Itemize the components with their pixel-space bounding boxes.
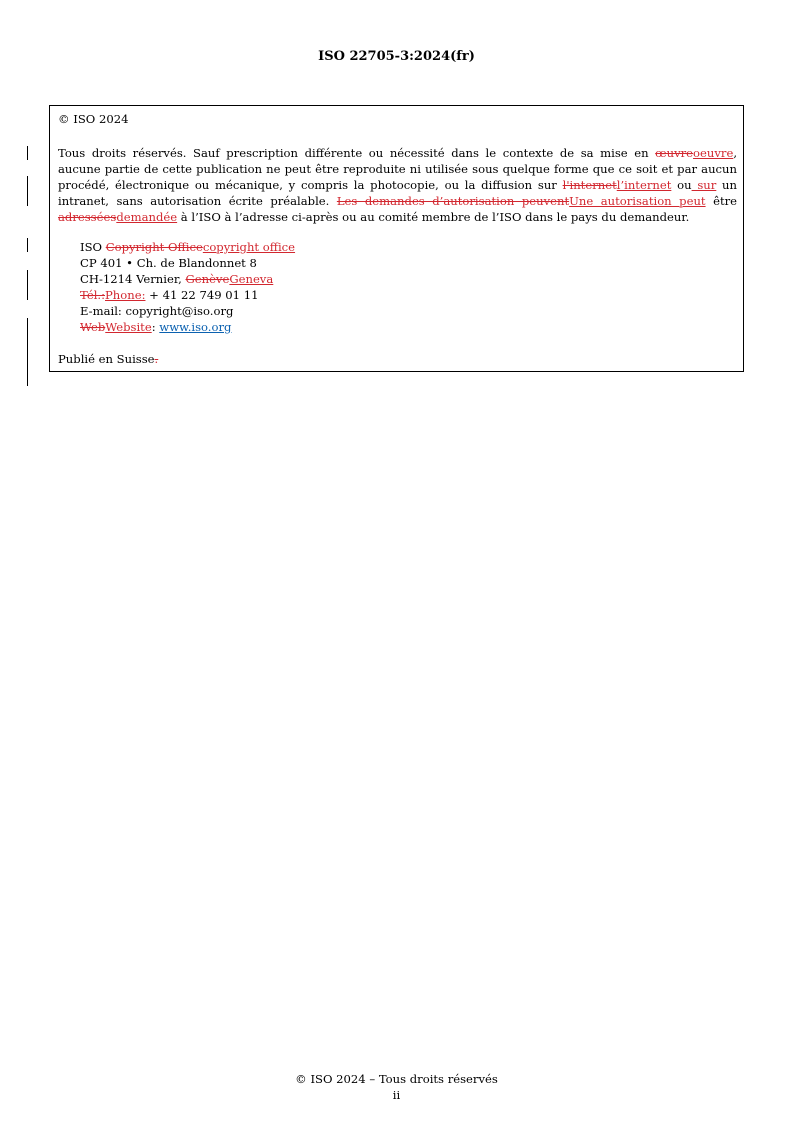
- rights-text: Tous droits réservés. Sauf prescription différente ou nécessité dans le contexte de sa mise en: [58, 146, 656, 160]
- deleted-text: Tél.:: [80, 288, 105, 302]
- copyright-line: © ISO 2024: [58, 112, 129, 126]
- inserted-text: copyright office: [202, 240, 296, 254]
- inserted-text: Phone:: [105, 288, 146, 302]
- inserted-text: Une autorisation peut: [569, 194, 706, 208]
- inserted-text: demandée: [116, 210, 178, 224]
- deleted-text: Copyright Office: [105, 240, 203, 254]
- phone-number: + 41 22 749 01 11: [145, 288, 259, 302]
- deleted-text: adressées: [58, 210, 117, 224]
- deleted-text: œuvre: [655, 146, 694, 160]
- copyright-box: [49, 105, 744, 372]
- change-bar: [27, 146, 28, 160]
- change-bar: [27, 318, 28, 386]
- inserted-text: l’internet: [616, 178, 672, 192]
- address-phone-line: [80, 288, 258, 304]
- city-prefix: CH-1214 Vernier,: [80, 272, 186, 286]
- document-header: ISO 22705-3:2024(fr): [318, 49, 475, 64]
- published-text: Publié en Suisse: [58, 352, 155, 366]
- deleted-text: .: [154, 352, 159, 366]
- rights-text: un intranet, sans autorisation écrite préalable.: [58, 178, 737, 208]
- address-street-line: CP 401 • Ch. de Blandonnet 8: [80, 256, 257, 270]
- address-org-line: [80, 240, 295, 256]
- address-web-line: [80, 320, 231, 336]
- inserted-text: Geneva: [229, 272, 274, 286]
- published-line: [58, 352, 158, 368]
- rights-text: à l’ISO à l’adresse ci-après ou au comité membre de l’ISO dans le pays du demandeur.: [177, 210, 690, 224]
- change-bar: [27, 270, 28, 300]
- rights-text: , aucune partie de cette publication ne peut être reproduite ni utilisée sous quelque forme que ce soit et par aucun procédé, électronique ou mécanique, y compris la photocopie, ou la diffusion sur: [58, 146, 737, 192]
- page-number: ii: [392, 1088, 401, 1102]
- web-separator: :: [151, 320, 160, 334]
- inserted-text: sur: [691, 178, 717, 192]
- change-bar: [27, 176, 28, 206]
- deleted-text: l'internet: [562, 178, 617, 192]
- address-city-line: [80, 272, 273, 288]
- inserted-text: Website: [105, 320, 152, 334]
- change-bar: [27, 238, 28, 252]
- address-email-line: E-mail: copyright@iso.org: [80, 304, 234, 318]
- deleted-text: Web: [80, 320, 106, 334]
- rights-text: être: [705, 194, 738, 208]
- org-name: ISO: [80, 240, 106, 254]
- deleted-text: Genève: [185, 272, 230, 286]
- inserted-text: oeuvre: [693, 146, 734, 160]
- website-link[interactable]: www.iso.org: [159, 320, 232, 334]
- rights-text: ou: [671, 178, 692, 192]
- footer-copyright: © ISO 2024 – Tous droits réservés: [295, 1072, 498, 1086]
- rights-paragraph: [58, 145, 737, 225]
- deleted-text: Les demandes d’autorisation peuvent: [336, 194, 570, 208]
